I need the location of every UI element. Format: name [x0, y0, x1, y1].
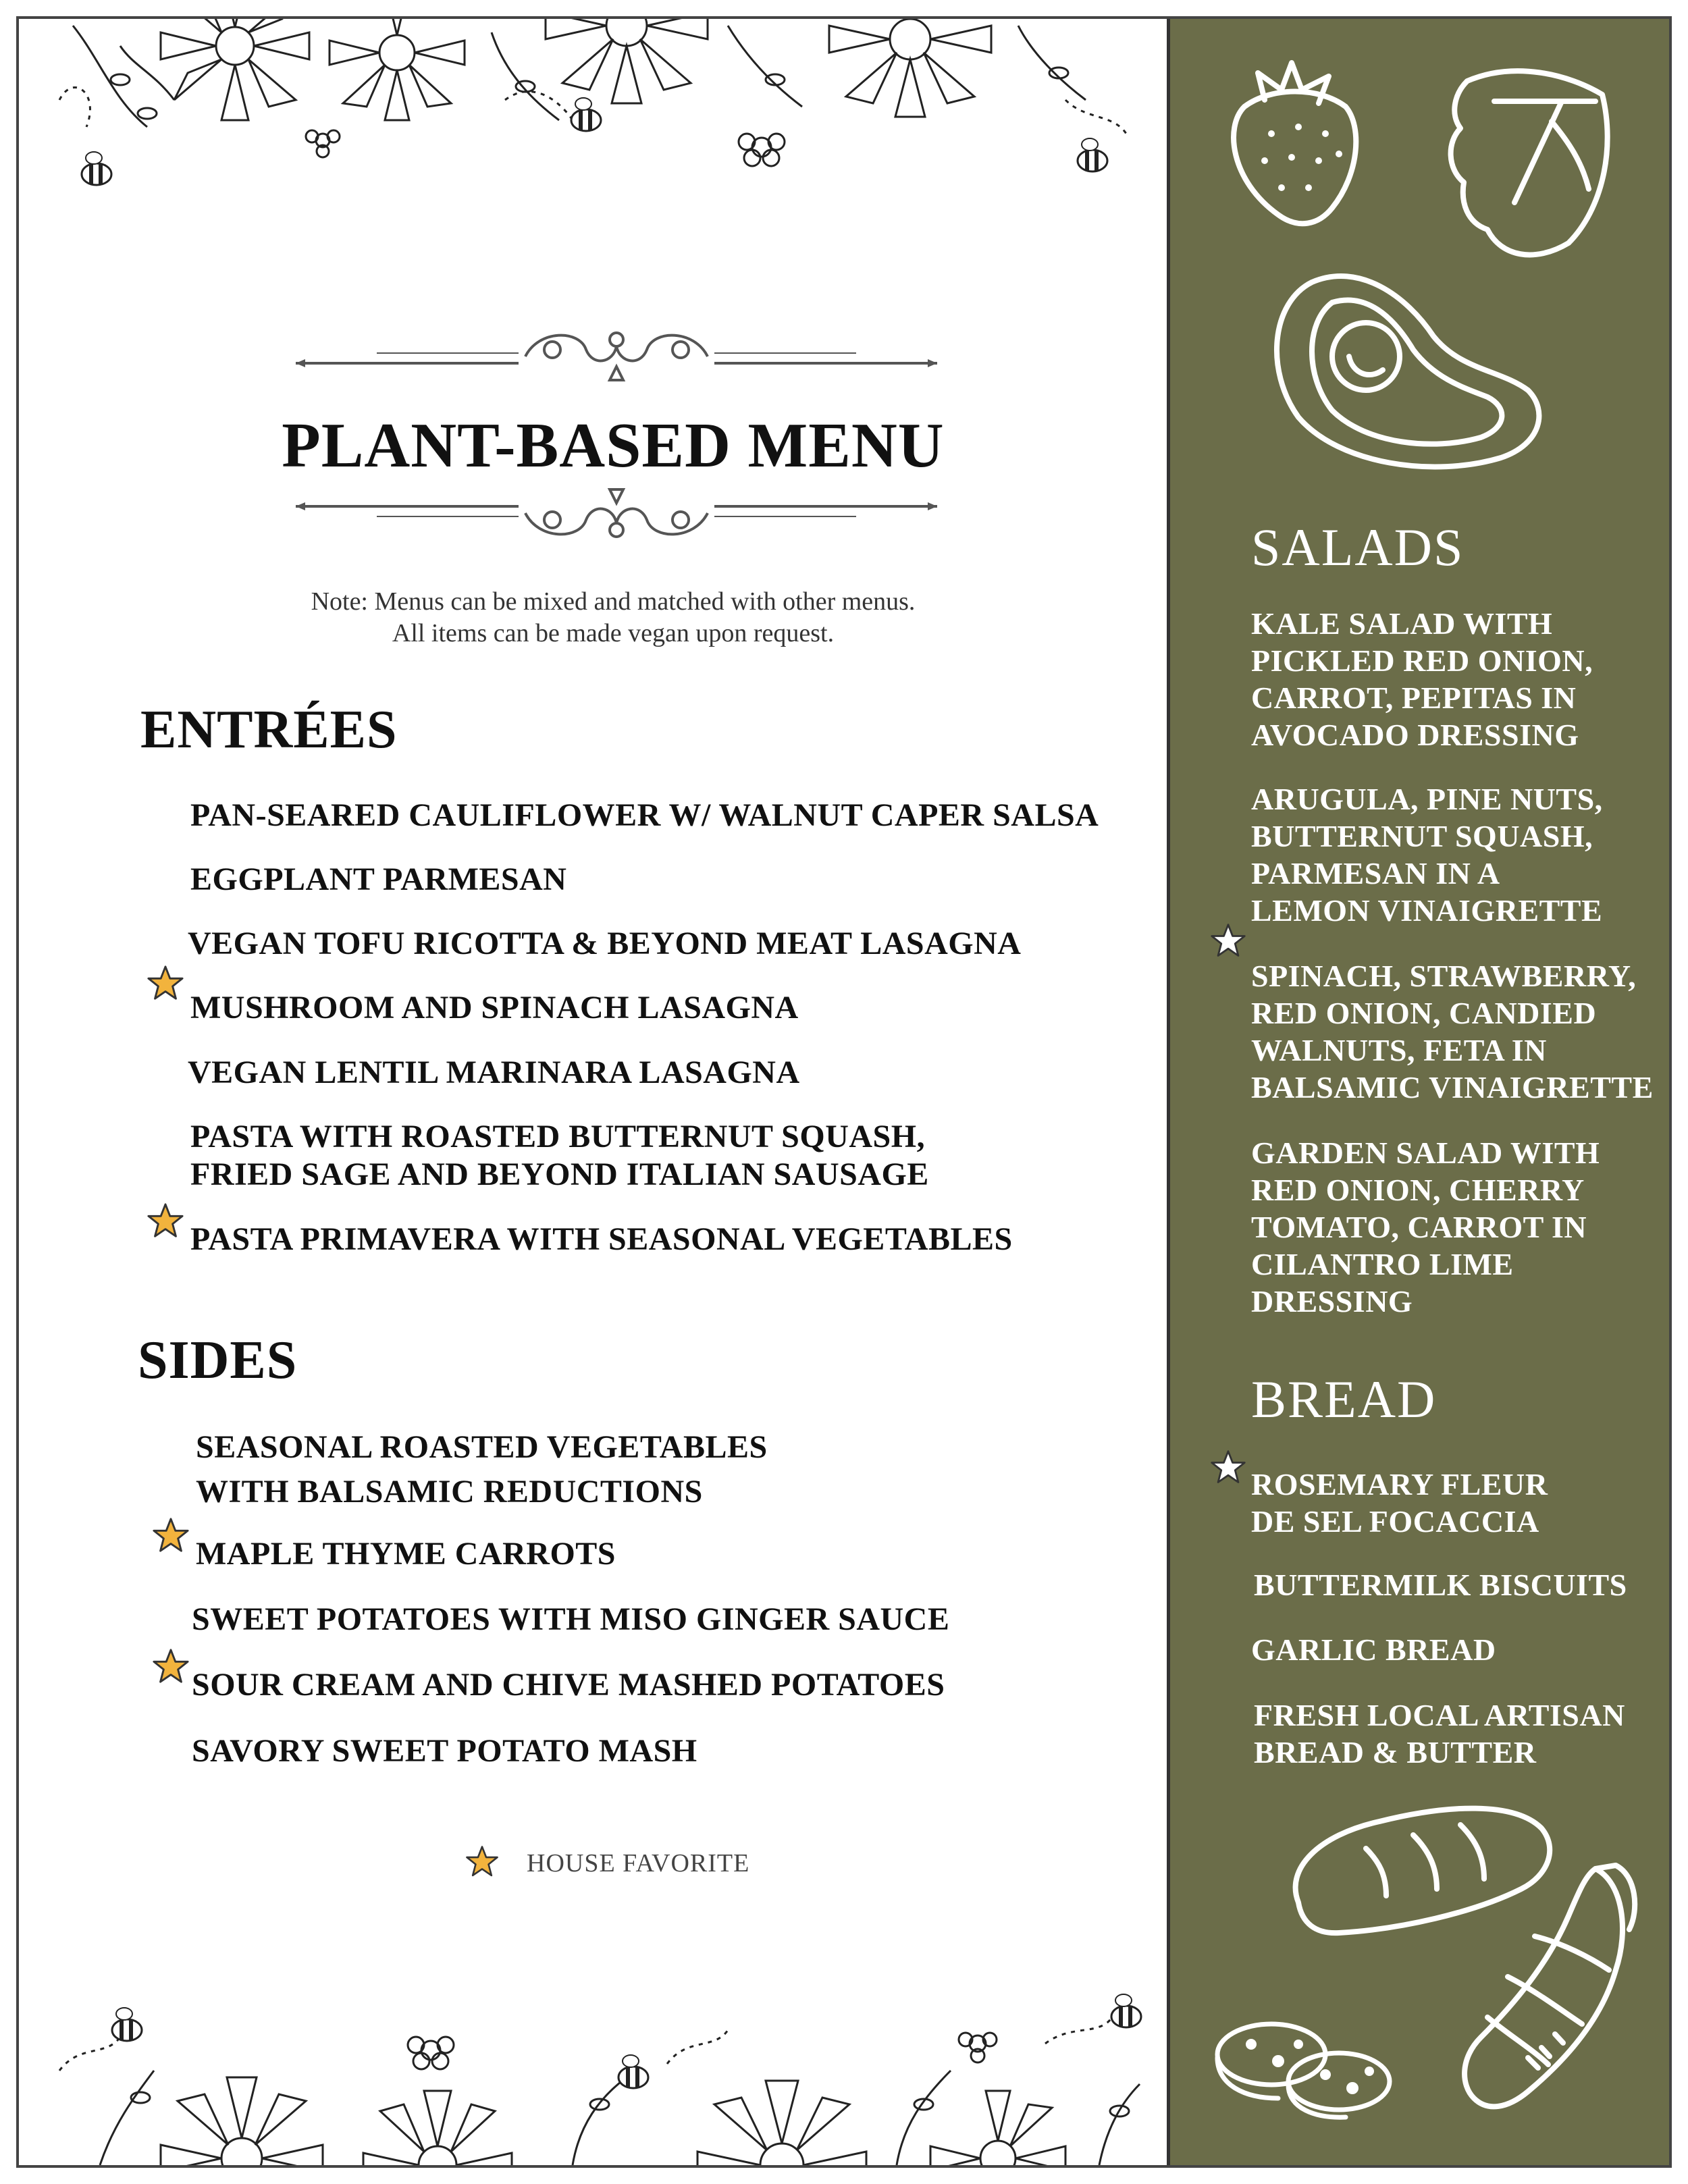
- floral-border-bottom: [19, 1963, 1167, 2165]
- entrees-heading: ENTRÉES: [140, 700, 398, 760]
- bee-icon: [1111, 1994, 1141, 2027]
- bee-icon: [571, 98, 601, 131]
- leaf-icon: [1433, 54, 1623, 270]
- bee-icon: [112, 2008, 142, 2041]
- bee-icon: [1078, 138, 1107, 171]
- menu-note: [19, 586, 1207, 649]
- menu-page: [16, 16, 1672, 2168]
- croissant-icon: [1433, 1855, 1663, 2125]
- entree-item: PASTA PRIMAVERA WITH SEASONAL VEGETABLES: [190, 1221, 1013, 1257]
- sides-heading: SIDES: [138, 1331, 298, 1390]
- salad-item: GARDEN SALAD WITH RED ONION, CHERRY TOMATO, CARROT IN CILANTRO LIME DRESSING: [1251, 1136, 1600, 1319]
- avocado-icon: [1258, 255, 1555, 485]
- strawberry-icon: [1217, 53, 1373, 235]
- cookie-icon: [1204, 2010, 1400, 2125]
- side-item: SWEET POTATOES WITH MISO GINGER SAUCE: [192, 1601, 950, 1637]
- star-icon: [146, 964, 185, 1003]
- bread-item: FRESH LOCAL ARTISAN BREAD & BUTTER: [1254, 1698, 1625, 1769]
- side-item: SOUR CREAM AND CHIVE MASHED POTATOES: [192, 1667, 945, 1703]
- right-panel: [1167, 19, 1669, 2165]
- salad-item: ARUGULA, PINE NUTS, BUTTERNUT SQUASH, PARMESAN IN A LEMON VINAIGRETTE: [1251, 782, 1603, 928]
- floral-border-top: [19, 19, 1167, 194]
- bread-item: BUTTERMILK BISCUITS: [1254, 1568, 1627, 1602]
- entree-item: PAN-SEARED CAULIFLOWER W/ WALNUT CAPER SALSA: [190, 797, 1099, 833]
- salad-item: KALE SALAD WITH PICKLED RED ONION, CARROT, PEPITAS IN AVOCADO DRESSING: [1251, 606, 1593, 752]
- legend-label: HOUSE FAVORITE: [527, 1849, 750, 1877]
- page-title: PLANT-BASED MENU: [282, 410, 945, 481]
- entree-item: PASTA WITH ROASTED BUTTERNUT SQUASH, FRIED SAGE AND BEYOND ITALIAN SAUSAGE: [190, 1119, 929, 1192]
- side-item: SEASONAL ROASTED VEGETABLES WITH BALSAMIC REDUCTIONS: [196, 1429, 768, 1510]
- ornament-bottom: [296, 479, 937, 554]
- star-icon: [151, 1647, 190, 1686]
- note-line-1: Note: Menus can be mixed and matched with other menus.: [311, 587, 916, 616]
- bread-item: GARLIC BREAD: [1251, 1632, 1496, 1667]
- side-item: MAPLE THYME CARROTS: [196, 1536, 616, 1572]
- note-line-2: All items can be made vegan upon request.: [392, 619, 835, 647]
- star-icon: [465, 1844, 500, 1880]
- star-icon: [146, 1202, 185, 1241]
- left-column: [19, 19, 1167, 2165]
- ornament-top: [296, 316, 937, 390]
- star-icon: [151, 1516, 190, 1555]
- entree-item: VEGAN TOFU RICOTTA & BEYOND MEAT LASAGNA: [188, 926, 1022, 961]
- side-item: SAVORY SWEET POTATO MASH: [192, 1733, 697, 1769]
- entree-item: MUSHROOM AND SPINACH LASAGNA: [190, 990, 799, 1026]
- salad-item: SPINACH, STRAWBERRY, RED ONION, CANDIED WALNUTS, FETA IN BALSAMIC VINAIGRETTE: [1251, 959, 1654, 1104]
- bread-item: ROSEMARY FLEUR DE SEL FOCACCIA: [1251, 1467, 1548, 1539]
- entree-item: EGGPLANT PARMESAN: [190, 861, 567, 897]
- entree-item: VEGAN LENTIL MARINARA LASAGNA: [188, 1055, 800, 1090]
- bee-icon: [82, 152, 111, 185]
- bee-icon: [618, 2055, 648, 2088]
- salads-heading: SALADS: [1251, 518, 1465, 577]
- star-icon: [1209, 922, 1247, 960]
- bread-heading: BREAD: [1251, 1370, 1437, 1429]
- star-icon: [1209, 1449, 1247, 1487]
